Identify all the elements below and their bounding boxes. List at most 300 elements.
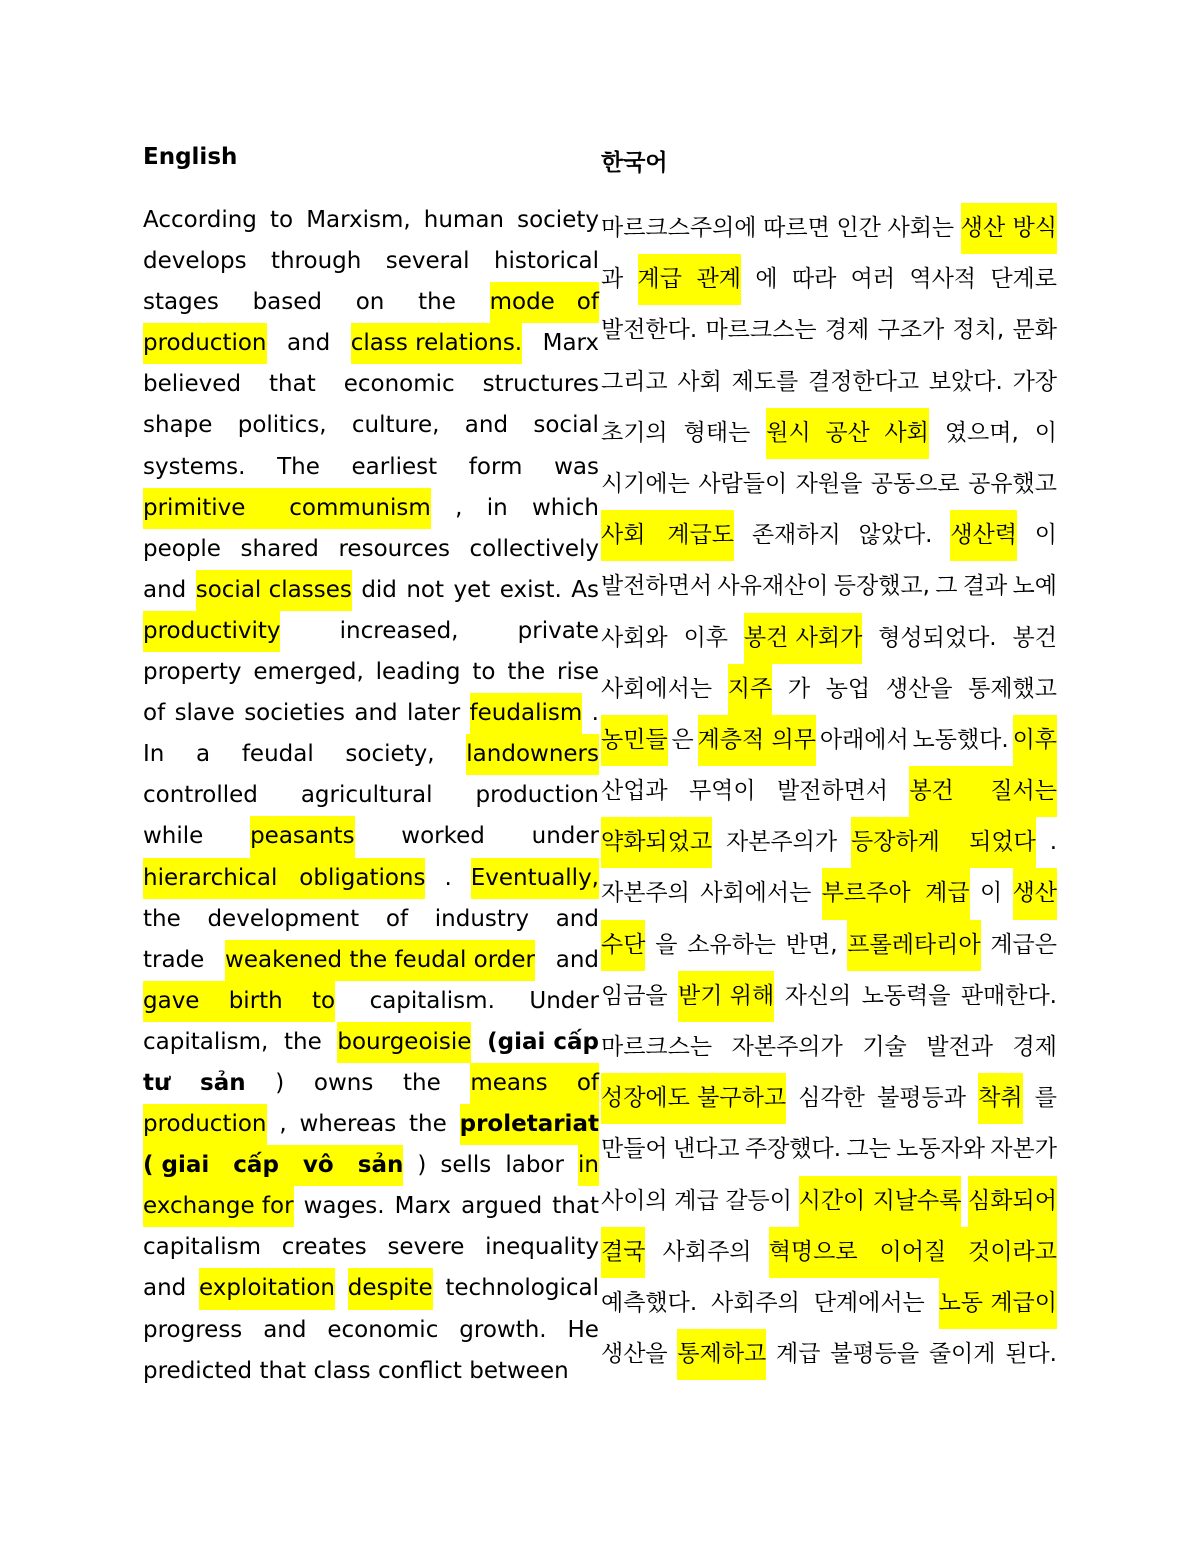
word: develops bbox=[143, 248, 247, 275]
word: later bbox=[407, 700, 461, 727]
highlighted-term: mode of bbox=[490, 282, 599, 323]
word: 경제 bbox=[824, 317, 870, 344]
highlighted-term: weakened the feudal order bbox=[225, 940, 535, 981]
english-line bbox=[143, 1186, 599, 1227]
highlighted-term: 농민들 bbox=[601, 715, 668, 766]
highlighted-term: 계층적 의무 bbox=[698, 715, 816, 766]
highlighted-term: feudalism bbox=[470, 693, 583, 734]
word: inequality bbox=[485, 1234, 599, 1261]
word: 판매한다. bbox=[960, 982, 1057, 1009]
highlighted-term: social classes bbox=[196, 570, 352, 611]
korean-line bbox=[601, 561, 1057, 612]
word: which bbox=[531, 494, 599, 521]
word: 단계로 bbox=[990, 266, 1057, 293]
word: 심각한 bbox=[798, 1085, 865, 1112]
word: 존재하지 bbox=[751, 522, 841, 549]
highlighted-term: hierarchical obligations bbox=[143, 858, 425, 899]
highlighted-term: 등장하게 되었다 bbox=[851, 817, 1036, 868]
english-line bbox=[143, 899, 599, 940]
word: earliest bbox=[351, 453, 438, 480]
word: 자원을 bbox=[795, 470, 863, 497]
highlighted-term: 착취 bbox=[978, 1073, 1022, 1124]
word: whereas bbox=[299, 1111, 397, 1138]
word: social bbox=[533, 412, 599, 439]
word: 자본주의가 bbox=[731, 1034, 843, 1060]
highlighted-term: gave birth to bbox=[143, 981, 335, 1022]
word: 사회 bbox=[677, 368, 722, 395]
word: 사회는 bbox=[887, 215, 955, 241]
highlighted-term: 사회 계급도 bbox=[601, 510, 734, 561]
word: 결과 bbox=[962, 573, 1008, 600]
korean-line bbox=[601, 1073, 1057, 1124]
word: argued bbox=[461, 1193, 543, 1220]
korean-line bbox=[601, 254, 1057, 305]
word: exist. bbox=[499, 576, 562, 603]
word: capitalism bbox=[143, 1234, 262, 1261]
english-line bbox=[143, 447, 599, 488]
highlighted-term: despite bbox=[348, 1268, 433, 1309]
korean-line bbox=[601, 971, 1057, 1022]
english-line bbox=[143, 1268, 599, 1309]
korean-line bbox=[601, 613, 1057, 664]
word: 발전한다. bbox=[601, 317, 698, 344]
highlighted-term: 지주 bbox=[728, 664, 772, 715]
word: capitalism, bbox=[143, 1028, 269, 1055]
word: 아래에서 bbox=[819, 726, 909, 753]
word: 그 bbox=[935, 573, 958, 600]
highlighted-term: 부르주아 계급 bbox=[822, 868, 970, 919]
word: sản bbox=[200, 1069, 246, 1096]
english-heading: English bbox=[143, 144, 238, 170]
highlighted-term: 수단 bbox=[601, 920, 645, 971]
word: 농업 bbox=[825, 675, 871, 702]
word: 은 bbox=[671, 726, 694, 753]
english-line bbox=[143, 1145, 599, 1186]
word: the bbox=[283, 1028, 322, 1055]
word: 을 bbox=[655, 931, 678, 958]
word: conflict bbox=[378, 1357, 462, 1384]
word: 역사적 bbox=[909, 266, 977, 293]
word: 봉건 bbox=[1012, 624, 1057, 651]
word: private bbox=[517, 617, 599, 644]
word: 사회에서는 bbox=[700, 880, 812, 907]
word: human bbox=[423, 207, 505, 233]
word: 발전하면서 bbox=[601, 573, 713, 600]
word: and bbox=[143, 1275, 187, 1302]
word: The bbox=[277, 453, 320, 480]
highlighted-term: 시간이 지날수록 bbox=[799, 1176, 962, 1227]
word: development bbox=[207, 905, 360, 932]
highlighted-term: bourgeoisie bbox=[337, 1022, 471, 1063]
word: production bbox=[475, 782, 599, 809]
korean-line bbox=[601, 1278, 1057, 1329]
word: 시기에는 bbox=[601, 470, 690, 497]
word: Marx bbox=[394, 1193, 452, 1220]
word: 제도를 bbox=[731, 368, 799, 395]
korean-line bbox=[601, 817, 1057, 868]
korean-line bbox=[601, 715, 1057, 766]
word: In bbox=[143, 741, 165, 768]
korean-line bbox=[601, 766, 1057, 817]
korean-line bbox=[601, 1329, 1057, 1380]
word: ) bbox=[275, 1069, 285, 1096]
word: of bbox=[143, 700, 166, 727]
word: and bbox=[287, 330, 331, 357]
word: controlled bbox=[143, 782, 258, 809]
word: 마르크스주의에 bbox=[601, 215, 757, 241]
highlighted-term: 생산 방식 bbox=[961, 203, 1057, 254]
word: 통제했고 bbox=[968, 675, 1057, 702]
word: based bbox=[252, 289, 322, 316]
word: 자본주의가 bbox=[726, 829, 838, 856]
highlighted-term: landowners bbox=[466, 734, 599, 775]
word: . bbox=[591, 700, 599, 727]
english-line bbox=[143, 241, 599, 282]
word: 여러 bbox=[850, 266, 896, 293]
word: systems. bbox=[143, 453, 246, 480]
word: resources bbox=[338, 535, 450, 562]
english-line bbox=[143, 611, 599, 652]
word: 이후 bbox=[683, 624, 728, 651]
word: wages. bbox=[303, 1193, 385, 1220]
word: 생산을 bbox=[601, 1341, 668, 1368]
word: structures bbox=[482, 371, 599, 398]
highlighted-term: 혁명으로 이어질 것이라고 bbox=[769, 1227, 1057, 1278]
english-line bbox=[143, 1022, 599, 1063]
highlighted-term: production bbox=[143, 1104, 267, 1145]
word: Marxism, bbox=[306, 207, 411, 233]
word: a bbox=[196, 741, 211, 768]
english-line bbox=[143, 405, 599, 446]
word: through bbox=[270, 248, 362, 275]
word: to bbox=[472, 659, 496, 686]
word: 줄이게 bbox=[928, 1341, 996, 1368]
word: 사람들이 bbox=[698, 470, 788, 497]
word: creates bbox=[281, 1234, 367, 1261]
english-line bbox=[143, 529, 599, 570]
word: form bbox=[468, 453, 523, 480]
word: 자본가 bbox=[990, 1136, 1057, 1163]
word: Under bbox=[529, 987, 599, 1014]
word: 단계에서는 bbox=[813, 1289, 925, 1316]
highlighted-term: 성장에도 불구하고 bbox=[601, 1073, 786, 1124]
word: 노동력을 bbox=[861, 982, 951, 1009]
word: and bbox=[555, 905, 599, 932]
word: society bbox=[517, 207, 599, 233]
word: 공유했고 bbox=[968, 470, 1057, 497]
word: 가장 bbox=[1012, 368, 1057, 395]
highlighted-term: proletariat bbox=[460, 1104, 599, 1145]
word: predicted bbox=[143, 1357, 253, 1384]
word: progress bbox=[143, 1316, 243, 1343]
word: of bbox=[385, 905, 409, 932]
word: tư bbox=[143, 1069, 171, 1096]
word: labor bbox=[505, 1152, 564, 1179]
word: 결정한다고 bbox=[808, 368, 920, 395]
word: 과 bbox=[601, 266, 624, 293]
word: 자신의 bbox=[784, 982, 852, 1009]
english-line bbox=[143, 1063, 599, 1104]
word: increased, bbox=[339, 617, 459, 644]
word: 발전과 bbox=[926, 1034, 993, 1060]
word: culture, bbox=[351, 412, 440, 439]
word: technological bbox=[445, 1275, 599, 1302]
highlighted-term: 결국 bbox=[601, 1227, 645, 1278]
highlighted-term: 봉건 사회가 bbox=[744, 613, 862, 664]
word: agricultural bbox=[300, 782, 433, 809]
word: did bbox=[361, 576, 397, 603]
word: , bbox=[279, 1111, 287, 1138]
word: several bbox=[385, 248, 470, 275]
word: 사이의 bbox=[601, 1187, 668, 1214]
korean-line bbox=[601, 408, 1057, 459]
highlighted-term: 통제하고 bbox=[677, 1329, 766, 1380]
highlighted-term: 노동 계급이 bbox=[939, 1278, 1057, 1329]
korean-heading: 한국어 bbox=[601, 150, 668, 176]
highlighted-term: 생산 bbox=[1013, 868, 1057, 919]
english-line bbox=[143, 1104, 599, 1145]
word: 갈등이 bbox=[725, 1187, 792, 1214]
word: 정치, bbox=[952, 317, 1005, 344]
english-line bbox=[143, 652, 599, 693]
english-line bbox=[143, 364, 599, 405]
korean-line bbox=[601, 203, 1057, 254]
korean-line bbox=[601, 1124, 1057, 1175]
korean-line bbox=[601, 664, 1057, 715]
word: 사회주의 bbox=[711, 1289, 800, 1316]
word: class bbox=[313, 1357, 371, 1384]
word: 예측했다. bbox=[601, 1289, 698, 1316]
word: between bbox=[469, 1357, 569, 1384]
word: 따라 bbox=[791, 266, 837, 293]
word: . bbox=[1049, 829, 1057, 856]
word: ) bbox=[417, 1152, 427, 1179]
word: collectively bbox=[469, 535, 599, 562]
word: shared bbox=[240, 535, 319, 562]
highlighted-term: 받기 위해 bbox=[678, 971, 774, 1022]
word: industry bbox=[434, 905, 529, 932]
word: 이 bbox=[979, 880, 1003, 907]
word: leading bbox=[375, 659, 461, 686]
word: 불평등을 bbox=[830, 1341, 920, 1368]
word: and bbox=[143, 576, 187, 603]
english-line bbox=[143, 282, 599, 323]
korean-line bbox=[601, 459, 1057, 510]
highlighted-term: Eventually, bbox=[471, 858, 599, 899]
english-line bbox=[143, 858, 599, 899]
word: 노예 bbox=[1012, 573, 1057, 600]
word: that bbox=[552, 1193, 599, 1220]
english-line bbox=[143, 816, 599, 857]
english-line bbox=[143, 200, 599, 241]
english-line bbox=[143, 1351, 599, 1392]
word: . bbox=[444, 864, 452, 891]
word: He bbox=[567, 1316, 599, 1343]
word: 였으며, bbox=[944, 419, 1019, 446]
english-text-column bbox=[143, 200, 599, 1392]
word: politics, bbox=[237, 412, 327, 439]
highlighted-term: primitive communism bbox=[143, 488, 431, 529]
word: to bbox=[270, 207, 294, 233]
word: 에 bbox=[755, 266, 778, 293]
english-line bbox=[143, 981, 599, 1022]
word: As bbox=[571, 576, 599, 603]
highlighted-term: 원시 공산 사회 bbox=[766, 408, 929, 459]
word: and bbox=[464, 412, 509, 439]
korean-line bbox=[601, 868, 1057, 919]
english-line bbox=[143, 734, 599, 775]
word: 이 bbox=[1034, 419, 1057, 446]
word: Marx bbox=[542, 330, 599, 357]
word: 사회주의 bbox=[662, 1238, 752, 1265]
word: stages bbox=[143, 289, 219, 316]
word: people bbox=[143, 535, 221, 562]
highlighted-term: peasants bbox=[250, 816, 355, 857]
word: 형성되었다. bbox=[878, 624, 997, 651]
word: 생산을 bbox=[885, 675, 953, 702]
word: emerged, bbox=[253, 659, 364, 686]
word: 경제 bbox=[1012, 1034, 1057, 1060]
word: and bbox=[263, 1316, 307, 1343]
word: 노동했다. bbox=[912, 726, 1009, 753]
word: severe bbox=[387, 1234, 465, 1261]
word: 불평등과 bbox=[877, 1085, 966, 1112]
highlighted-term: production bbox=[143, 323, 267, 364]
word: 형태는 bbox=[683, 419, 751, 446]
english-line bbox=[143, 1310, 599, 1351]
word: 낸다고 bbox=[672, 1136, 740, 1163]
highlighted-term: class relations. bbox=[351, 323, 522, 364]
word: 사회와 bbox=[601, 624, 668, 651]
word: in bbox=[486, 494, 508, 521]
word: economic bbox=[343, 371, 455, 398]
word: 않았다. bbox=[858, 522, 933, 549]
word: 기술 bbox=[862, 1034, 907, 1060]
word: 공동으로 bbox=[870, 470, 960, 497]
word: the bbox=[409, 1111, 447, 1138]
word: 문화 bbox=[1012, 317, 1057, 344]
word: 이 bbox=[1034, 522, 1057, 549]
highlighted-term: 프롤레타리아 bbox=[847, 920, 980, 971]
word: economic bbox=[327, 1316, 439, 1343]
korean-line bbox=[601, 305, 1057, 356]
word: 소유하는 bbox=[687, 931, 777, 958]
word: the bbox=[418, 289, 456, 316]
word: capitalism. bbox=[369, 987, 495, 1014]
word: (giai cấp bbox=[487, 1028, 599, 1055]
word: 마르크스는 bbox=[705, 317, 817, 344]
word: historical bbox=[493, 248, 599, 275]
english-line bbox=[143, 775, 599, 816]
highlighted-term: 이후 bbox=[1013, 715, 1057, 766]
word: worked bbox=[401, 823, 485, 850]
word: 노동자와 bbox=[896, 1136, 985, 1163]
word: 무역이 bbox=[688, 778, 756, 805]
word: feudal bbox=[241, 741, 314, 768]
korean-line bbox=[601, 510, 1057, 561]
highlighted-term: exchange for bbox=[143, 1186, 294, 1227]
word: 등장했고, bbox=[833, 573, 930, 600]
word: the bbox=[143, 905, 181, 932]
english-line bbox=[143, 1227, 599, 1268]
word: sells bbox=[440, 1152, 492, 1179]
word: slave bbox=[174, 700, 235, 727]
word: 를 bbox=[1034, 1085, 1057, 1112]
word: 가 bbox=[787, 675, 811, 702]
word: According bbox=[143, 207, 257, 233]
word: 초기의 bbox=[601, 419, 668, 446]
word: 주장했다. bbox=[744, 1136, 842, 1163]
word: shape bbox=[143, 412, 213, 439]
word: trade bbox=[143, 946, 205, 973]
highlighted-term: 약화되었고 bbox=[601, 817, 712, 868]
english-line bbox=[143, 323, 599, 364]
word: 산업과 bbox=[601, 778, 668, 805]
word: 보았다. bbox=[928, 368, 1003, 395]
word: 사유재산이 bbox=[717, 573, 829, 600]
korean-line bbox=[601, 1227, 1057, 1278]
word: that bbox=[259, 1357, 307, 1384]
highlighted-term: exploitation bbox=[199, 1268, 335, 1309]
english-line bbox=[143, 488, 599, 529]
word: growth. bbox=[459, 1316, 547, 1343]
word: 그리고 bbox=[601, 368, 668, 395]
word: 계급 bbox=[674, 1187, 719, 1214]
english-line bbox=[143, 940, 599, 981]
korean-text-column bbox=[601, 203, 1057, 1380]
english-line bbox=[143, 570, 599, 611]
highlighted-term: 봉건 질서는 bbox=[909, 766, 1057, 817]
highlighted-term: 심화되어 bbox=[968, 1176, 1057, 1227]
word: 사회에서는 bbox=[601, 675, 713, 702]
word: 발전하면서 bbox=[776, 778, 889, 805]
word: while bbox=[143, 823, 204, 850]
word: 반면, bbox=[785, 931, 838, 958]
highlighted-term: in bbox=[578, 1145, 599, 1186]
word: 구조가 bbox=[877, 317, 945, 344]
word: under bbox=[531, 823, 599, 850]
english-line bbox=[143, 693, 599, 734]
word: on bbox=[355, 289, 385, 316]
korean-line bbox=[601, 1176, 1057, 1227]
highlighted-term: 생산력 bbox=[950, 510, 1017, 561]
word: and bbox=[555, 946, 599, 973]
korean-line bbox=[601, 357, 1057, 408]
word: 자본주의 bbox=[601, 880, 690, 907]
word: was bbox=[554, 453, 599, 480]
highlighted-term: means of bbox=[470, 1063, 599, 1104]
word: not bbox=[406, 576, 445, 603]
highlighted-term: productivity bbox=[143, 611, 280, 652]
word: that bbox=[269, 371, 316, 398]
word: societies bbox=[244, 700, 345, 727]
word: owns bbox=[313, 1069, 374, 1096]
highlighted-term: 계급 관계 bbox=[638, 254, 742, 305]
word: 임금을 bbox=[601, 982, 668, 1009]
word: the bbox=[402, 1069, 441, 1096]
word: believed bbox=[143, 371, 242, 398]
word: 인간 bbox=[836, 215, 881, 241]
word: 만들어 bbox=[601, 1136, 668, 1163]
word: 된다. bbox=[1005, 1341, 1057, 1368]
word: property bbox=[143, 659, 242, 686]
korean-line bbox=[601, 1022, 1057, 1073]
word: society, bbox=[345, 741, 435, 768]
word: 마르크스는 bbox=[601, 1034, 713, 1060]
word: and bbox=[354, 700, 398, 727]
word: 따르면 bbox=[763, 215, 830, 241]
highlighted-term: ( giai cấp vô sản bbox=[143, 1145, 403, 1186]
